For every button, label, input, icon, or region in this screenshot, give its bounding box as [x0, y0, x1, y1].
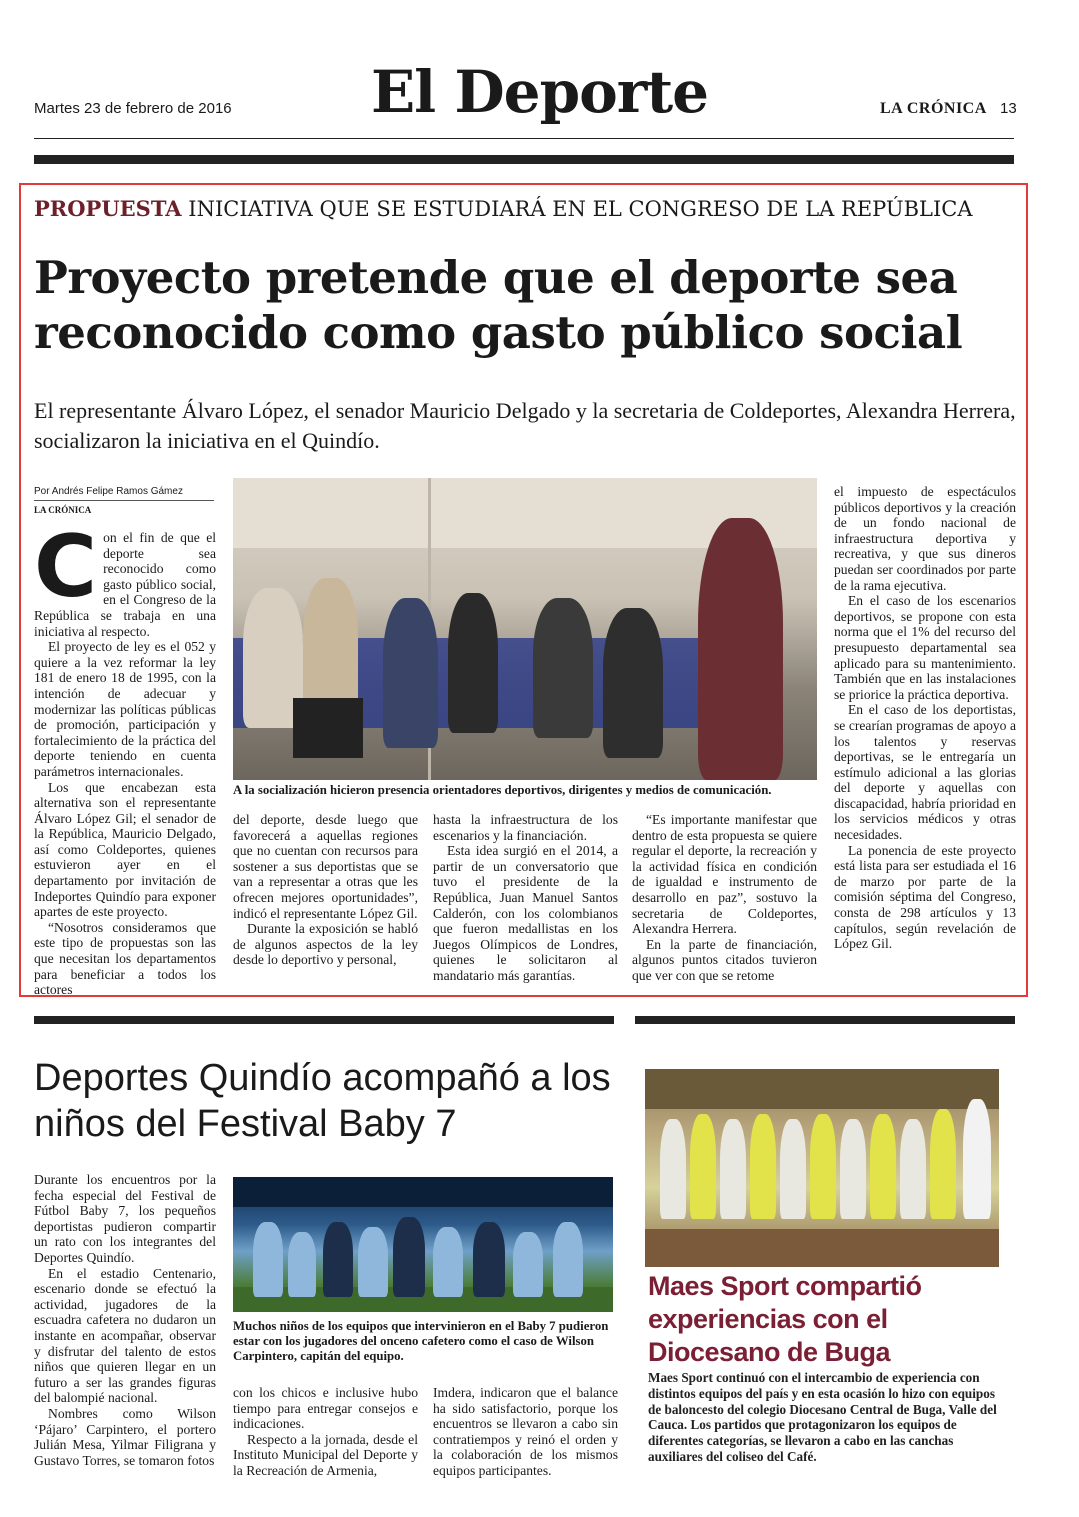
byline-organization: LA CRÓNICA	[34, 505, 92, 515]
article-byline: Por Andrés Felipe Ramos Gámez	[34, 486, 214, 501]
story-headline: Maes Sport compartió experiencias con el Diocesano de Buga	[648, 1271, 922, 1367]
paragraph: con los chicos e inclusive hubo tiempo para entregar consejos e indicaciones.	[233, 1385, 418, 1432]
section-rule	[34, 1016, 614, 1024]
team-photo	[233, 1177, 613, 1312]
article-column-5	[834, 484, 1016, 952]
paragraph: “Nosotros consideramos que este tipo de propuestas son las que necesitan los departamentos para beneficiar a todos los actores	[34, 919, 216, 998]
header-thick-rule	[34, 155, 1014, 164]
basketball-team-photo	[645, 1069, 999, 1267]
paragraph: Esta idea surgió en el 2014, a partir de un conversatorio que tuvo el presidente de la República, Juan Manuel Santos Calderón, con los colombianos que fueron medallistas en los Juegos Olímpicos de Londres, quienes le solicitaron al mandatario más garantías.	[433, 843, 618, 983]
photo-caption: Muchos niños de los equipos que intervinieron en el Baby 7 pudieron estar con los jugadores del onceno cafetero como el caso de Wilson Carpintero, capitán del equipo.	[233, 1319, 609, 1363]
paragraph: La ponencia de este proyecto está lista para ser estudiada el 16 de marzo por parte de la comisión séptima del Congreso, consta de 298 artículos y 13 capítulos, según revelación de López Gil.	[834, 842, 1016, 952]
section-title: El Deporte	[370, 58, 709, 126]
section-rule	[635, 1016, 1015, 1024]
story-column-2	[233, 1385, 418, 1479]
issue-date: Martes 23 de febrero de 2016	[34, 100, 232, 117]
drop-cap: C	[34, 517, 98, 617]
page-number: 13	[1000, 100, 1017, 117]
article-column-4	[632, 812, 817, 984]
article-column-2	[233, 812, 418, 968]
article-headline: Proyecto pretende que el deporte sea reconocido como gasto público social	[34, 251, 963, 359]
paragraph: Durante los encuentros por la fecha especial del Festival de Fútbol Baby 7, los pequeños deportistas pudieron compartir un rato con los integrantes del Deportes Quindío.	[34, 1172, 216, 1265]
article-column-1	[34, 517, 216, 998]
paragraph: hasta la infraestructura de los escenarios y la financiación.	[433, 812, 618, 843]
paragraph: “Es importante manifestar que dentro de esta propuesta se quiere regular el deporte, la recreación y la actividad física en condición de igualdad e instrumento de desarrollo en paz”, sostuvo la secretaria de Coldeportes, Alexandra Herrera.	[632, 812, 817, 937]
paragraph: En el estadio Centenario, escenario donde se efectuó la actividad, jugadores de la escuadra cafetera no dudaron un instante en acompañar, observar y disfrutar del talento de estos niños que quieren llegar en un futuro a ser las grandes figuras del balompié nacional.	[34, 1265, 216, 1406]
article-column-3	[433, 812, 618, 984]
header-rule	[34, 138, 1014, 139]
story-column-1	[34, 1172, 216, 1468]
paragraph: En el caso de los escenarios deportivos, se propone con esta norma que el 1% del recurso del presupuesto departamental sea aplicado para su mantenimiento. También que en las instalaciones se priorice la práctica deportiva.	[834, 593, 1016, 702]
kicker-label: PROPUESTA	[34, 196, 182, 221]
paragraph: on el fin de que el deporte sea reconocido como gasto público social, en el Congreso de la República se trabaja en una iniciativa al respecto.	[34, 530, 216, 639]
paragraph: Imdera, indicaron que el balance ha sido satisfactorio, porque los encuentros se llevaron a cabo sin contratiempos y reinó el orden y la colaboración de los mismos equipos participantes.	[433, 1385, 618, 1478]
paragraph: del deporte, desde luego que favorecerá a aquellas regiones que no cuentan con recursos para sostener a sus deportistas que se van a representar a otras que les ofrecen mejores oportunidades”, indicó el representante López Gil.	[233, 812, 418, 921]
paragraph: Respecto a la jornada, desde el Instituto Municipal del Deporte y la Recreación de Armenia,	[233, 1431, 418, 1478]
article-dek: El representante Álvaro López, el senador Mauricio Delgado y la secretaria de Coldeportes, Alexandra Herrera, socializaron la iniciativa en el Quindío.	[34, 398, 1016, 453]
story-body: Maes Sport continuó con el intercambio de experiencia con distintos equipos del país y en esta ocasión lo hizo con equipos de baloncesto del colegio Diocesano Central de Buga, Valle del Cauca. Los partidos que protagonizaron los equipos de diferentes categorías, se llevaron a cabo en las canchas auxiliares del coliseo del Café.	[648, 1370, 997, 1464]
paragraph: el impuesto de espectáculos públicos deportivos y la creación de un fondo nacional de infraestructura deportiva y recreativa, y que sus dineros puedan ser coordinados por parte de la rama ejecutiva.	[834, 484, 1016, 593]
meeting-photo	[233, 478, 817, 780]
paragraph: Los que encabezan esta alternativa son el representante Álvaro López Gil; el senador de la República, Mauricio Delgado, así como Coldeportes, quienes estuvieron ayer en el departamento por invitación de Indeportes Quindío para exponer apartes de este proyecto.	[34, 779, 216, 920]
photo-caption: A la socialización hicieron presencia orientadores deportivos, dirigentes y medios de comunicación.	[233, 783, 772, 797]
publication-name: LA CRÓNICA	[880, 100, 987, 117]
paragraph: En la parte de financiación, algunos puntos citados tuvieron que ver con que se retome	[632, 936, 817, 983]
story-column-3	[433, 1385, 618, 1479]
paragraph: En el caso de los deportistas, se crearían programas de apoyo a los talentos y reservas deportivas, se le entregaría un estímulo adicional a las glorias del deporte y aquellas con discapacidad, habría prioridad en los servicios médicos y otras necesidades.	[834, 702, 1016, 843]
paragraph: El proyecto de ley es el 052 y quiere a la vez reformar la ley 181 de enero 18 de 1995, con la intención de adecuar y modernizar las políticas públicas de promoción, participación y fortalecimiento de la práctica del deporte teniendo en cuenta parámetros internacionales.	[34, 639, 216, 779]
kicker-text: INICIATIVA QUE SE ESTUDIARÁ EN EL CONGRESO DE LA REPÚBLICA	[188, 197, 973, 221]
paragraph: Nombres como Wilson ‘Pájaro’ Carpintero, el portero Julián Mesa, Yilmar Filigrana y Gustavo Torres, se tomaron fotos	[34, 1405, 216, 1468]
paragraph: Durante la exposición se habló de algunos aspectos de la ley desde lo deportivo y personal,	[233, 921, 418, 968]
story-headline: Deportes Quindío acompañó a los niños del Festival Baby 7	[34, 1057, 611, 1145]
article-kicker	[34, 196, 973, 221]
